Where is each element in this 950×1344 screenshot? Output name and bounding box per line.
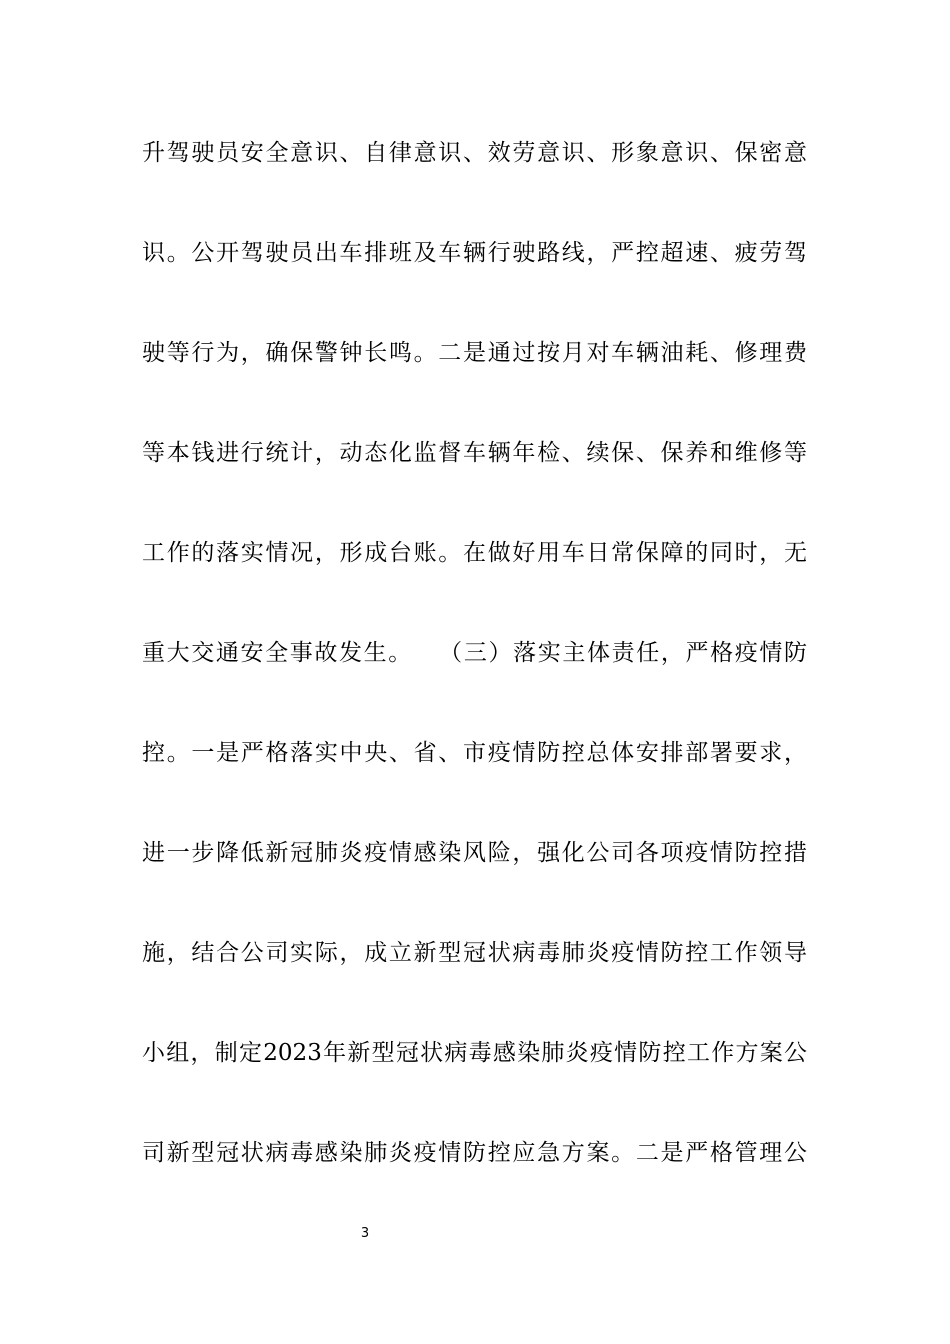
- text-line: 工作的落实情况，形成台账。在做好用车日常保障的同时，无: [142, 540, 807, 566]
- text-line: 重大交通安全事故发生。 （三）落实主体责任，严格疫情防: [142, 640, 807, 666]
- text-line: 进一步降低新冠肺炎疫情感染风险，强化公司各项疫情防控措: [142, 840, 807, 866]
- text-line: 升驾驶员安全意识、自律意识、效劳意识、形象意识、保密意: [142, 140, 807, 166]
- page-number: 3: [360, 1226, 370, 1241]
- text-line: 司新型冠状病毒感染肺炎疫情防控应急方案。二是严格管理公: [142, 1140, 807, 1166]
- text-line: 施，结合公司实际，成立新型冠状病毒肺炎疫情防控工作领导: [142, 940, 807, 966]
- text-line: 小组，制定2023年新型冠状病毒感染肺炎疫情防控工作方案公: [142, 1040, 807, 1066]
- text-line: 控。一是严格落实中央、省、市疫情防控总体安排部署要求，: [142, 740, 807, 766]
- body-text: [142, 125, 807, 1225]
- text-line: 识。公开驾驶员出车排班及车辆行驶路线，严控超速、疲劳驾: [142, 240, 807, 266]
- text-line: 等本钱进行统计，动态化监督车辆年检、续保、保养和维修等: [142, 440, 807, 466]
- text-line: 驶等行为，确保警钟长鸣。二是通过按月对车辆油耗、修理费: [142, 340, 807, 366]
